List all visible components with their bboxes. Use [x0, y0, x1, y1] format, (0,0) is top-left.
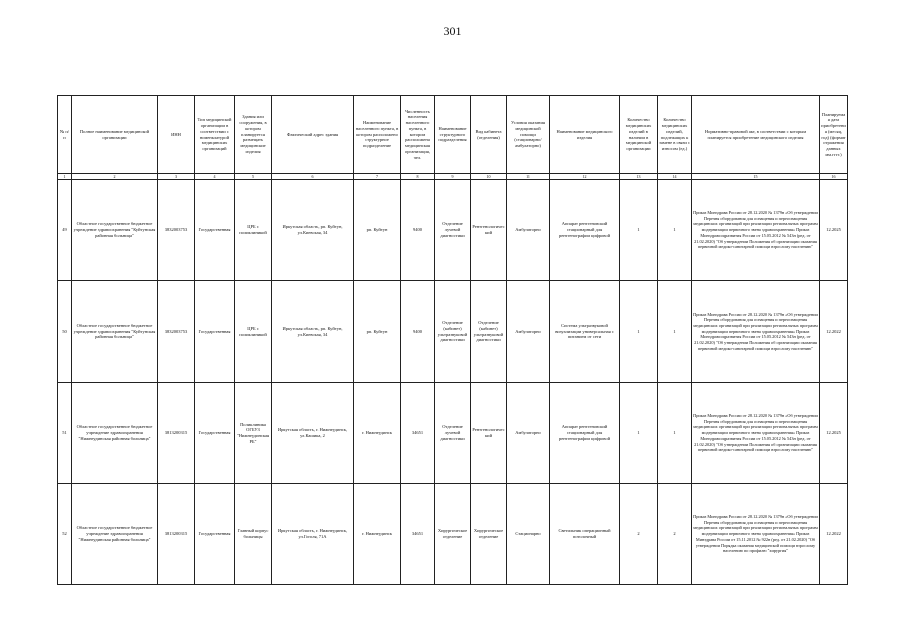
structural-unit: Отделение (кабинет) ультразвуковой диагностики	[435, 281, 471, 383]
page-number: 301	[443, 24, 462, 38]
header-cell: Планируемая дата приобретения (месяц, год) (формат отражения данных мм.гггг.)	[820, 96, 848, 174]
structural-unit: Отделение лучевой диагностики	[435, 180, 471, 281]
care-conditions: Амбулаторно	[507, 180, 550, 281]
quantity-to-replace: 1	[658, 180, 692, 281]
column-number: 6	[272, 174, 354, 180]
settlement: г. Нижнеудинск	[354, 484, 401, 585]
address: Иркутская область, г. Нижнеудинск, ул.Гоголя, 71А	[272, 484, 354, 585]
header-cell: Вид кабинета (отделения)	[471, 96, 507, 174]
table-header-row	[58, 96, 848, 174]
quantity-available: 1	[620, 383, 658, 484]
population: 9400	[401, 281, 435, 383]
planned-date: 12.2025	[820, 383, 848, 484]
organization-name: Областное государственное бюджетное учреждение здравоохранения "Куйтунская районная больница"	[72, 180, 158, 281]
header-cell: Наименование медицинского изделия	[550, 96, 620, 174]
inn: 3813200315	[158, 484, 195, 585]
column-number: 8	[401, 174, 435, 180]
column-number: 10	[471, 174, 507, 180]
header-cell: № п/п	[58, 96, 72, 174]
row-number: 52	[58, 484, 72, 585]
cabinet-type: Рентгенологический	[471, 180, 507, 281]
header-cell: Фактический адрес здания	[272, 96, 354, 174]
column-number: 13	[620, 174, 658, 180]
organization-type: Государственная	[195, 383, 235, 484]
quantity-to-replace: 2	[658, 484, 692, 585]
column-number: 5	[235, 174, 272, 180]
table-row	[58, 281, 848, 383]
address: Иркутская область, г. Нижнеудинск, ул.Кашика, 2	[272, 383, 354, 484]
table-row	[58, 383, 848, 484]
header-cell: Полное наименование медицинской организации	[72, 96, 158, 174]
organization-name: Областное государственное бюджетное учреждение здравоохранения "Нижнеудинская районная больница"	[72, 484, 158, 585]
inn: 3832003753	[158, 180, 195, 281]
header-cell: Наименование структурного подразделения	[435, 96, 471, 174]
legal-basis: Приказ Минздрава России от 28.12.2020 № 1379н «Об утверждении Перечня оборудования для оснащения и переоснащения медицинских организаций при реализации региональных программ модернизации первичного звена здравоохранения» Приказ Минздрава России от 15.11.2012 № 922н (ред. от 21.02.2020) "Об утверждении Порядка оказания медицинской помощи взрослому населению по профилю "хирургия"	[692, 484, 820, 585]
equipment-table	[57, 95, 848, 585]
planned-date: 12.2022	[820, 484, 848, 585]
column-number: 7	[354, 174, 401, 180]
column-number: 1	[58, 174, 72, 180]
building: Главный корпус больницы	[235, 484, 272, 585]
building: ЦРБ с поликлиникой	[235, 180, 272, 281]
column-number: 12	[550, 174, 620, 180]
table-row	[58, 180, 848, 281]
settlement: г. Нижнеудинск	[354, 383, 401, 484]
quantity-to-replace: 1	[658, 383, 692, 484]
row-number: 51	[58, 383, 72, 484]
header-cell: Количество медицинских изделий в наличии в медицинской организации	[620, 96, 658, 174]
header-cell: Условия оказания медицинской помощи (стационарно/амбулаторно)	[507, 96, 550, 174]
address: Иркутская область, рп. Куйтун, ул.Киевская, 34	[272, 180, 354, 281]
settlement: рп. Куйтун	[354, 281, 401, 383]
settlement: рп. Куйтун	[354, 180, 401, 281]
quantity-to-replace: 1	[658, 281, 692, 383]
column-number: 11	[507, 174, 550, 180]
building: Поликлиника ОГБУЗ "Нижнеудинская РБ"	[235, 383, 272, 484]
population: 34651	[401, 484, 435, 585]
column-number: 2	[72, 174, 158, 180]
cabinet-type: Хирургическое отделение	[471, 484, 507, 585]
structural-unit: Отделение лучевой диагностики	[435, 383, 471, 484]
organization-type: Государственная	[195, 484, 235, 585]
row-number: 49	[58, 180, 72, 281]
device-name: Аппарат рентгеновский стационарный для рентгенографии цифровой	[550, 383, 620, 484]
inn: 3832003753	[158, 281, 195, 383]
planned-date: 12.2025	[820, 180, 848, 281]
header-cell: Количество медицинских изделий, подлежащих к замене в связи с износом (ед.)	[658, 96, 692, 174]
column-number: 9	[435, 174, 471, 180]
header-cell: Здания или сооружения, в котором планируется размещать медицинские изделия	[235, 96, 272, 174]
cabinet-type: Рентгенологический	[471, 383, 507, 484]
column-number: 14	[658, 174, 692, 180]
header-cell: Наименование населенного пункта, в котором расположено структурное подразделение	[354, 96, 401, 174]
header-cell: Численность населения населенного пункта, в котором расположена медицинская организация, чел.	[401, 96, 435, 174]
quantity-available: 1	[620, 180, 658, 281]
device-name: Аппарат рентгеновский стационарный для рентгенографии цифровой	[550, 180, 620, 281]
column-number: 4	[195, 174, 235, 180]
organization-type: Государственная	[195, 281, 235, 383]
building: ЦРБ с поликлиникой	[235, 281, 272, 383]
inn: 3813200315	[158, 383, 195, 484]
column-number: 15	[692, 174, 820, 180]
quantity-available: 1	[620, 281, 658, 383]
care-conditions: Амбулаторно	[507, 281, 550, 383]
legal-basis: Приказ Минздрава России от 28.12.2020 № 1379н «Об утверждении Перечня оборудования для оснащения и переоснащения медицинских организаций при реализации региональных программ модернизации первичного звена здравоохранения» Приказ Минздравсоцразвития России от 15.05.2012 № 543н (ред. от 21.02.2020) "Об утверждении Положения об организации оказания первичной медико-санитарной помощи взрослому населению"	[692, 383, 820, 484]
header-cell: ИНН	[158, 96, 195, 174]
quantity-available: 2	[620, 484, 658, 585]
structural-unit: Хирургическое отделение	[435, 484, 471, 585]
column-number: 3	[158, 174, 195, 180]
organization-type: Государственная	[195, 180, 235, 281]
row-number: 50	[58, 281, 72, 383]
device-name: Система ультразвуковой визуализации универсальная с питанием от сети	[550, 281, 620, 383]
cabinet-type: Отделение (кабинет) ультразвуковой диагностики	[471, 281, 507, 383]
address: Иркутская область, рп. Куйтун, ул.Киевская, 34	[272, 281, 354, 383]
legal-basis: Приказ Минздрава России от 28.12.2020 № 1379н «Об утверждении Перечня оборудования для оснащения и переоснащения медицинских организаций при реализации региональных программ модернизации первичного звена здравоохранения» Приказ Минздравсоцразвития России от 15.05.2012 № 543н (ред. от 21.02.2020) "Об утверждении Положения об организации оказания первичной медико-санитарной помощи взрослому населению"	[692, 281, 820, 383]
population: 34651	[401, 383, 435, 484]
header-cell: Нормативно-правовой акт, в соответствии с которым планируется приобретение медицинского изделия	[692, 96, 820, 174]
device-name: Светильник операционный потолочный	[550, 484, 620, 585]
planned-date: 12.2022	[820, 281, 848, 383]
header-cell: Тип медицинской организации в соответствии с номенклатурой медицинских организаций	[195, 96, 235, 174]
organization-name: Областное государственное бюджетное учреждение здравоохранения "Нижнеудинская районная больница"	[72, 383, 158, 484]
column-number: 16	[820, 174, 848, 180]
care-conditions: Стационарно	[507, 484, 550, 585]
population: 9400	[401, 180, 435, 281]
organization-name: Областное государственное бюджетное учреждение здравоохранения "Куйтунская районная больница"	[72, 281, 158, 383]
care-conditions: Амбулаторно	[507, 383, 550, 484]
table-row	[58, 484, 848, 585]
legal-basis: Приказ Минздрава России от 28.12.2020 № 1379н «Об утверждении Перечня оборудования для оснащения и переоснащения медицинских организаций при реализации региональных программ модернизации первичного звена здравоохранения» Приказ Минздравсоцразвития России от 15.05.2012 № 543н (ред. от 21.02.2020) "Об утверждении Положения об организации оказания первичной медико-санитарной помощи взрослому населению"	[692, 180, 820, 281]
